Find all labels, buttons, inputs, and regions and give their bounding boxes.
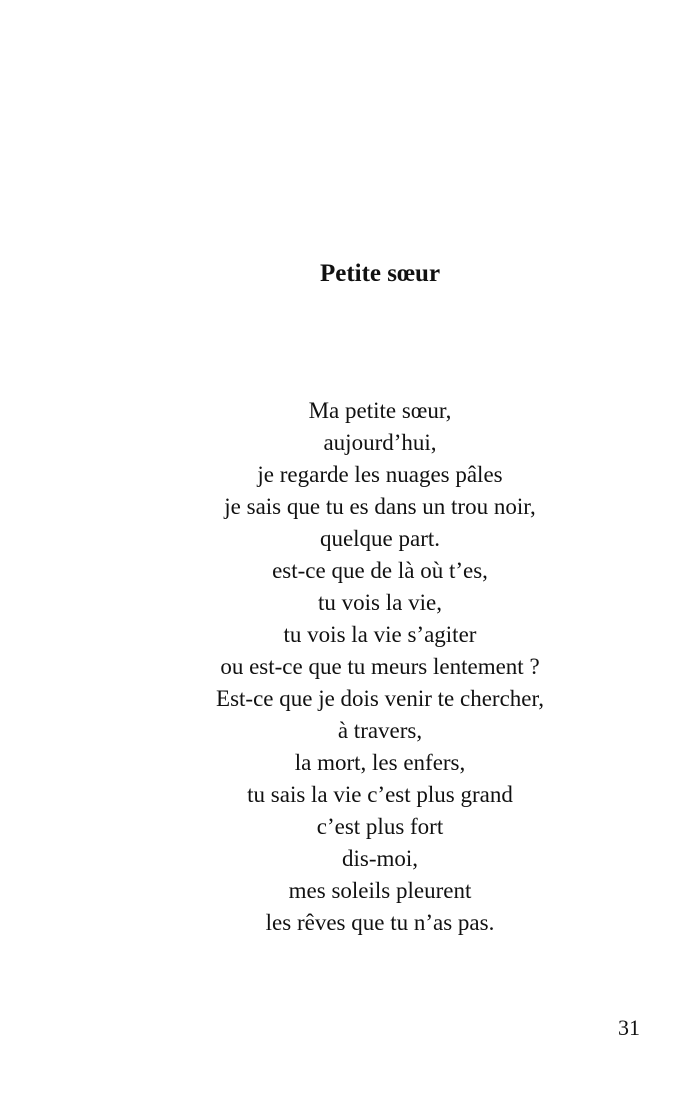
poem-line: dis-moi, xyxy=(341,846,419,871)
poem-line: est-ce que de là où t’es, xyxy=(272,558,488,583)
poem-line: la mort, les enfers, xyxy=(294,750,466,775)
poem-title: Petite sœur xyxy=(319,260,441,287)
poem-line: tu vois la vie s’agiter xyxy=(283,622,477,647)
poem-line: tu sais la vie c’est plus grand xyxy=(247,782,513,807)
poem-line: quelque part. xyxy=(319,526,441,551)
poem-line: Ma petite sœur, xyxy=(308,398,452,423)
poem-body xyxy=(0,395,700,939)
poem-line: mes soleils pleurent xyxy=(288,878,472,903)
poem-line: ou est-ce que tu meurs lentement ? xyxy=(220,654,540,679)
poem-line: aujourd’hui, xyxy=(323,430,437,455)
poem-line: à travers, xyxy=(337,718,423,743)
poem-line: tu vois la vie, xyxy=(318,590,442,615)
page-number: 31 xyxy=(618,1015,640,1040)
poem-line: je regarde les nuages pâles xyxy=(257,462,503,487)
poem-line: je sais que tu es dans un trou noir, xyxy=(224,494,536,519)
poem-line: c’est plus fort xyxy=(316,814,444,839)
poem-line: les rêves que tu n’as pas. xyxy=(265,910,495,935)
poem-line: Est-ce que je dois venir te chercher, xyxy=(216,686,544,711)
